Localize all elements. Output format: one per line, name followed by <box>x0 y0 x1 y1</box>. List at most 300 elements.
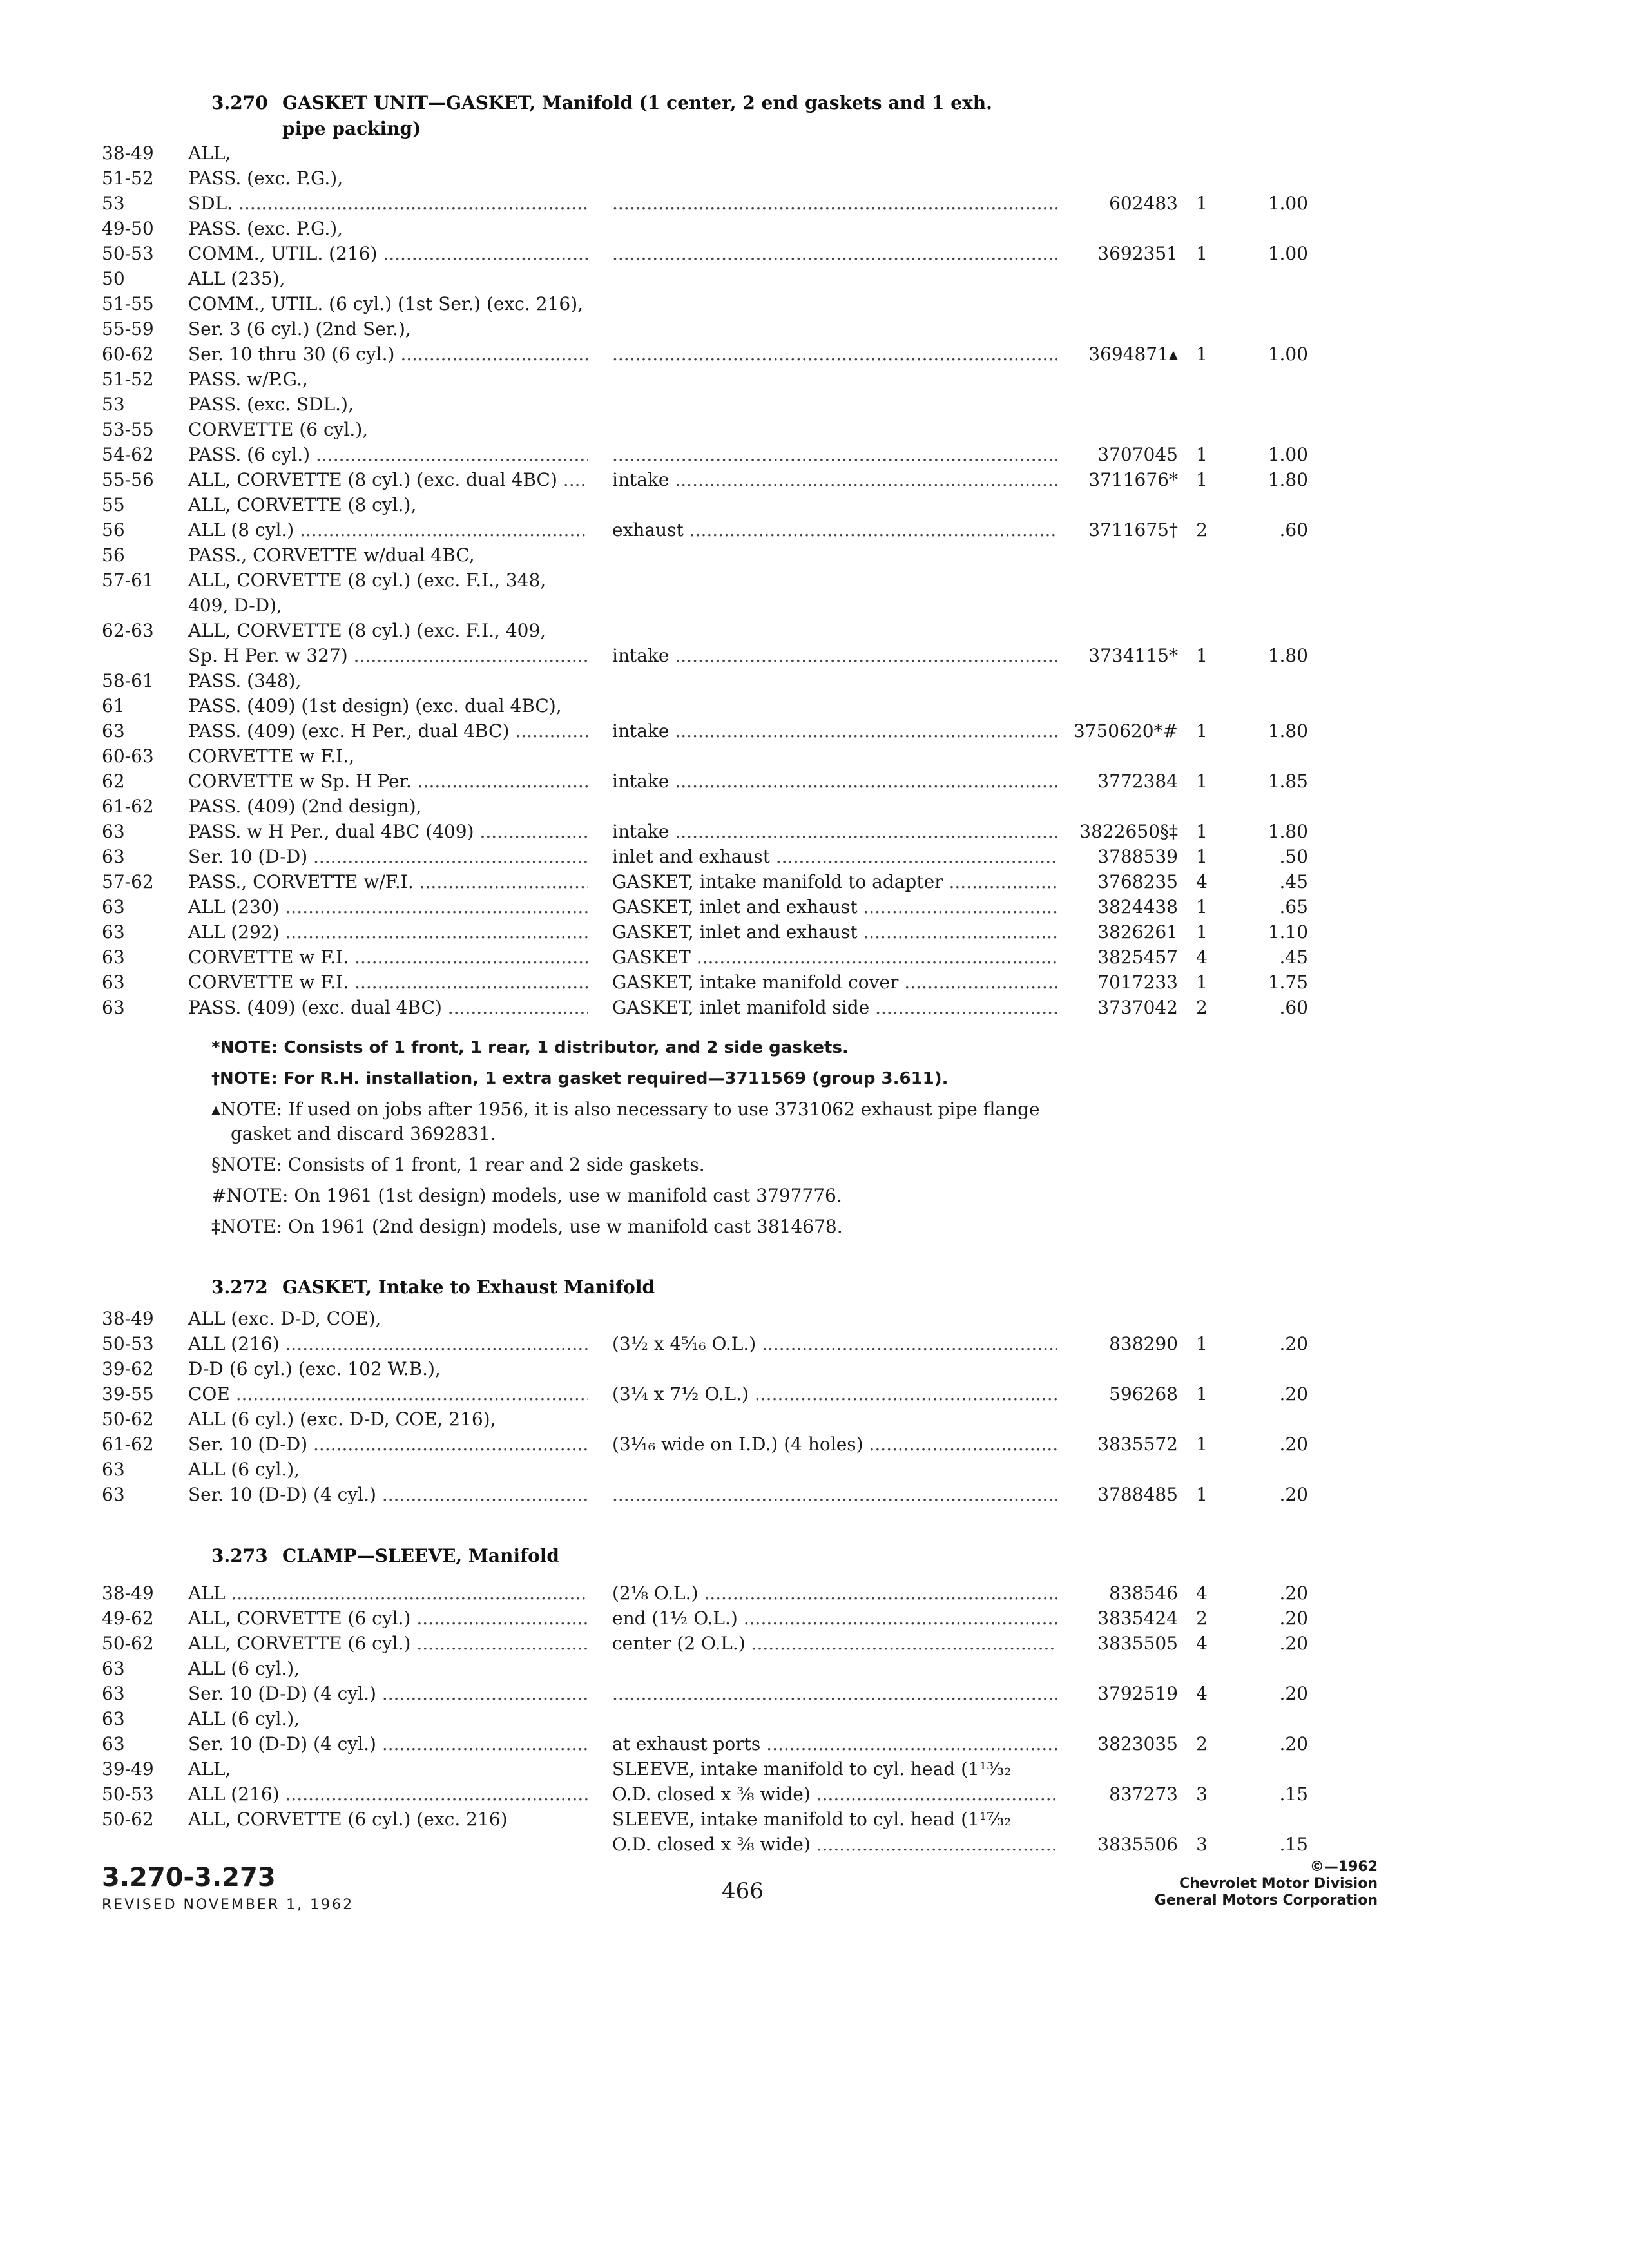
section-title: CLAMP—SLEEVE, Manifold <box>282 1545 559 1566</box>
model-description: ALL (6 cyl.), <box>188 1658 300 1679</box>
table-row <box>0 1331 1629 1356</box>
part-number: 838290 <box>1109 1333 1178 1354</box>
model-description: ALL (6 cyl.), <box>188 1459 300 1480</box>
model-description: PASS. (409) (exc. dual 4BC) ..... <box>188 995 588 1020</box>
table-row <box>0 1832 1629 1857</box>
list-price: 1.75 <box>1268 972 1308 993</box>
table-row <box>0 1581 1629 1606</box>
year-range: 63 <box>102 1708 125 1729</box>
model-description: ALL, CORVETTE (8 cyl.) (exc. dual 4BC) ..... <box>188 467 588 492</box>
table-row <box>0 266 1629 291</box>
year-range: 55-56 <box>102 469 154 490</box>
footnote <box>211 1097 1178 1146</box>
model-description: PASS. (exc. P.G.), <box>188 218 343 239</box>
list-price: .50 <box>1279 846 1308 867</box>
footnote <box>211 1153 1178 1177</box>
table-row <box>0 417 1629 442</box>
model-description: ALL, CORVETTE (8 cyl.), <box>188 494 417 515</box>
quantity: 4 <box>1196 1582 1208 1604</box>
table-row <box>0 291 1629 316</box>
year-range: 61-62 <box>102 796 154 817</box>
section-title-continued: pipe packing) <box>282 118 421 139</box>
year-range: 50-62 <box>102 1809 154 1830</box>
year-range: 51-55 <box>102 293 154 314</box>
table-row <box>0 1606 1629 1631</box>
year-range: 61-62 <box>102 1434 154 1455</box>
year-range: 60-62 <box>102 343 154 365</box>
part-description: intake ..... <box>612 718 1057 744</box>
footnote-text: ▴NOTE: If used on jobs after 1956, it is also necessary to use 3731062 exhaust pipe flange <box>211 1099 1040 1120</box>
part-description <box>612 341 1057 367</box>
quantity: 1 <box>1196 243 1208 264</box>
part-description: GASKET, inlet and exhaust ..... <box>612 894 1057 919</box>
section-270-table <box>0 140 1629 1020</box>
table-row <box>0 1756 1629 1782</box>
quantity: 1 <box>1196 645 1208 666</box>
year-range: 57-62 <box>102 871 154 892</box>
quantity: 1 <box>1196 896 1208 918</box>
section-270-notes <box>211 1035 1178 1245</box>
year-range: 63 <box>102 846 125 867</box>
part-description: at exhaust ports ..... <box>612 1731 1057 1756</box>
part-number: 3768235 <box>1097 871 1178 892</box>
year-range: 61 <box>102 695 125 716</box>
model-description: ALL (230) ..... <box>188 894 588 919</box>
year-range: 50 <box>102 268 125 289</box>
section-title: GASKET UNIT—GASKET, Manifold (1 center, 2 end gaskets and 1 exh. <box>282 92 992 113</box>
year-range: 63 <box>102 821 125 842</box>
section-272-heading <box>211 1274 655 1300</box>
part-description: inlet and exhaust ..... <box>612 844 1057 869</box>
model-description: Ser. 10 (D-D) ..... <box>188 1432 588 1457</box>
section-title: GASKET, Intake to Exhaust Manifold <box>282 1276 655 1298</box>
model-description: ALL ..... <box>188 1581 588 1606</box>
quantity: 1 <box>1196 1383 1208 1405</box>
part-number: 3824438 <box>1097 896 1178 918</box>
table-row <box>0 1631 1629 1656</box>
footnote <box>211 1066 1178 1091</box>
section-273-heading <box>211 1543 559 1569</box>
footnote-text: §NOTE: Consists of 1 front, 1 rear and 2 side gaskets. <box>211 1154 705 1175</box>
section-number: 3.273 <box>211 1545 268 1566</box>
table-row <box>0 794 1629 819</box>
year-range: 38-49 <box>102 1582 154 1604</box>
year-range: 38-49 <box>102 1308 154 1329</box>
year-range: 63 <box>102 1733 125 1754</box>
model-description: 409, D-D), <box>188 595 282 616</box>
section-number: 3.270 <box>211 92 268 113</box>
model-description: ALL, CORVETTE (6 cyl.) ..... <box>188 1606 588 1631</box>
year-range: 63 <box>102 1484 125 1505</box>
year-range: 50-53 <box>102 1783 154 1805</box>
table-row <box>0 467 1629 492</box>
part-number: 3792519 <box>1097 1683 1178 1704</box>
year-range: 63 <box>102 947 125 968</box>
year-range: 50-62 <box>102 1408 154 1430</box>
model-description: PASS. (exc. P.G.), <box>188 168 343 189</box>
part-description: (3¹⁄₁₆ wide on I.D.) (4 holes) ..... <box>612 1432 1057 1457</box>
table-row <box>0 517 1629 543</box>
model-description: ALL (235), <box>188 268 285 289</box>
year-range: 60-63 <box>102 745 154 767</box>
quantity: 1 <box>1196 1333 1208 1354</box>
table-row <box>0 568 1629 593</box>
table-row <box>0 1306 1629 1331</box>
part-description <box>612 1681 1057 1706</box>
table-row <box>0 819 1629 844</box>
model-description: Ser. 10 (D-D) (4 cyl.) ..... <box>188 1681 588 1706</box>
table-row <box>0 1381 1629 1407</box>
quantity: 1 <box>1196 771 1208 792</box>
model-description: Ser. 3 (6 cyl.) (2nd Ser.), <box>188 318 411 340</box>
model-description: ALL, <box>188 1758 231 1780</box>
table-row <box>0 869 1629 894</box>
table-row <box>0 919 1629 945</box>
list-price: 1.00 <box>1268 193 1308 214</box>
year-range: 57-61 <box>102 570 154 591</box>
part-description: exhaust ..... <box>612 517 1057 543</box>
part-description: SLEEVE, intake manifold to cyl. head (1¹³⁄₃₂ <box>612 1758 1012 1780</box>
table-row <box>0 1432 1629 1457</box>
model-description: PASS. (348), <box>188 670 302 691</box>
quantity: 1 <box>1196 720 1208 742</box>
table-row <box>0 1656 1629 1681</box>
table-row <box>0 894 1629 919</box>
year-range: 63 <box>102 896 125 918</box>
model-description: ALL, CORVETTE (6 cyl.) ..... <box>188 1631 588 1656</box>
model-description: SDL. ..... <box>188 191 588 216</box>
year-range: 55-59 <box>102 318 154 340</box>
part-description: GASKET, intake manifold cover ..... <box>612 970 1057 995</box>
year-range: 62-63 <box>102 620 154 641</box>
quantity: 4 <box>1196 947 1208 968</box>
part-number: 3737042 <box>1097 997 1178 1018</box>
list-price: .20 <box>1279 1733 1308 1754</box>
part-number: 3835505 <box>1097 1633 1178 1654</box>
list-price: 1.00 <box>1268 444 1308 465</box>
model-description: Ser. 10 (D-D) (4 cyl.) ..... <box>188 1482 588 1507</box>
model-description: PASS. (6 cyl.) ..... <box>188 442 588 467</box>
list-price: 1.80 <box>1268 469 1308 490</box>
part-number: 3835424 <box>1097 1608 1178 1629</box>
year-range: 39-55 <box>102 1383 154 1405</box>
list-price: .45 <box>1279 871 1308 892</box>
quantity: 1 <box>1196 1484 1208 1505</box>
model-description: CORVETTE w Sp. H Per. ..... <box>188 769 588 794</box>
model-description: CORVETTE w F.I. ..... <box>188 970 588 995</box>
table-row <box>0 995 1629 1020</box>
quantity: 1 <box>1196 444 1208 465</box>
part-description: intake ..... <box>612 769 1057 794</box>
model-description: ALL, <box>188 142 231 164</box>
model-description: ALL, CORVETTE (8 cyl.) (exc. F.I., 409, <box>188 620 546 641</box>
part-number: 3823035 <box>1097 1733 1178 1754</box>
footer-left <box>102 1862 354 1913</box>
part-number: 3694871▴ <box>1088 343 1178 365</box>
table-row <box>0 1782 1629 1807</box>
table-row <box>0 191 1629 216</box>
table-row <box>0 844 1629 869</box>
list-price: .15 <box>1279 1834 1308 1855</box>
year-range: 53 <box>102 394 125 415</box>
part-number: 3788485 <box>1097 1484 1178 1505</box>
table-row <box>0 241 1629 266</box>
model-description: COE ..... <box>188 1381 588 1407</box>
quantity: 1 <box>1196 343 1208 365</box>
model-description: Ser. 10 (D-D) (4 cyl.) ..... <box>188 1731 588 1756</box>
model-description: PASS. w/P.G., <box>188 369 308 390</box>
model-description: PASS. (409) (2nd design), <box>188 796 422 817</box>
model-description: ALL (8 cyl.) ..... <box>188 517 588 543</box>
list-price: .60 <box>1279 997 1308 1018</box>
model-description: D-D (6 cyl.) (exc. 102 W.B.), <box>188 1358 441 1379</box>
model-description: ALL (292) ..... <box>188 919 588 945</box>
part-number: 3788539 <box>1097 846 1178 867</box>
part-description: end (1½ O.L.) ..... <box>612 1606 1057 1631</box>
model-description: CORVETTE w F.I. ..... <box>188 945 588 970</box>
list-price: 1.80 <box>1268 720 1308 742</box>
list-price: 1.10 <box>1268 921 1308 943</box>
list-price: .20 <box>1279 1608 1308 1629</box>
table-row <box>0 367 1629 392</box>
list-price: .20 <box>1279 1683 1308 1704</box>
part-description: (3¼ x 7½ O.L.) ..... <box>612 1381 1057 1407</box>
part-description <box>612 1482 1057 1507</box>
model-description: ALL (6 cyl.), <box>188 1708 300 1729</box>
table-row <box>0 341 1629 367</box>
year-range: 55 <box>102 494 125 515</box>
table-row <box>0 1356 1629 1381</box>
part-description: GASKET, inlet and exhaust ..... <box>612 919 1057 945</box>
model-description: ALL (216) ..... <box>188 1782 588 1807</box>
year-range: 63 <box>102 1658 125 1679</box>
table-row <box>0 1807 1629 1832</box>
year-range: 63 <box>102 972 125 993</box>
model-description: ALL, CORVETTE (8 cyl.) (exc. F.I., 348, <box>188 570 546 591</box>
table-row <box>0 392 1629 417</box>
model-description: COMM., UTIL. (216) ..... <box>188 241 588 266</box>
list-price: 1.00 <box>1268 243 1308 264</box>
year-range: 63 <box>102 1683 125 1704</box>
part-number: 3692351 <box>1097 243 1178 264</box>
part-number: 602483 <box>1109 193 1178 214</box>
year-range: 56 <box>102 519 125 541</box>
part-number: 596268 <box>1109 1383 1178 1405</box>
part-description: O.D. closed x ⅜ wide) ..... <box>612 1832 1057 1857</box>
part-number: 3835572 <box>1097 1434 1178 1455</box>
year-range: 51-52 <box>102 168 154 189</box>
model-description: COMM., UTIL. (6 cyl.) (1st Ser.) (exc. 216), <box>188 293 584 314</box>
list-price: .20 <box>1279 1484 1308 1505</box>
table-row <box>0 492 1629 517</box>
table-row <box>0 970 1629 995</box>
division-name: Chevrolet Motor Division <box>1179 1876 1378 1892</box>
part-description: GASKET, inlet manifold side ..... <box>612 995 1057 1020</box>
model-description: PASS., CORVETTE w/dual 4BC, <box>188 544 475 566</box>
model-description: ALL, CORVETTE (6 cyl.) (exc. 216) <box>188 1809 508 1830</box>
part-number: 3825457 <box>1097 947 1178 968</box>
year-range: 50-62 <box>102 1633 154 1654</box>
model-description: PASS., CORVETTE w/F.I. ..... <box>188 869 588 894</box>
part-number: 3835506 <box>1097 1834 1178 1855</box>
model-description: PASS. w H Per., dual 4BC (409) ..... <box>188 819 588 844</box>
quantity: 1 <box>1196 1434 1208 1455</box>
corporation-name: General Motors Corporation <box>1154 1892 1378 1908</box>
table-row <box>0 216 1629 241</box>
part-number: 7017233 <box>1097 972 1178 993</box>
part-number: 3826261 <box>1097 921 1178 943</box>
year-range: 50-53 <box>102 1333 154 1354</box>
year-range: 62 <box>102 771 125 792</box>
list-price: .15 <box>1279 1783 1308 1805</box>
quantity: 2 <box>1196 1608 1208 1629</box>
list-price: .45 <box>1279 947 1308 968</box>
year-range: 39-49 <box>102 1758 154 1780</box>
year-range: 39-62 <box>102 1358 154 1379</box>
year-range: 63 <box>102 997 125 1018</box>
model-description: ALL (6 cyl.) (exc. D-D, COE, 216), <box>188 1408 496 1430</box>
quantity: 1 <box>1196 821 1208 842</box>
model-description: Sp. H Per. w 327) ..... <box>188 643 588 668</box>
table-row <box>0 593 1629 618</box>
footnote-text: #NOTE: On 1961 (1st design) models, use w manifold cast 3797776. <box>211 1185 842 1206</box>
footnote-text: *NOTE: Consists of 1 front, 1 rear, 1 distributor, and 2 side gaskets. <box>211 1038 849 1057</box>
part-description: GASKET ..... <box>612 945 1057 970</box>
part-number: 3822650§‡ <box>1079 821 1178 842</box>
list-price: .20 <box>1279 1633 1308 1654</box>
year-range: 58-61 <box>102 670 154 691</box>
quantity: 2 <box>1196 997 1208 1018</box>
table-row <box>0 769 1629 794</box>
year-range: 38-49 <box>102 142 154 164</box>
table-row <box>0 668 1629 693</box>
part-number: 3750620*# <box>1073 720 1178 742</box>
part-description: O.D. closed x ⅜ wide) ..... <box>612 1782 1057 1807</box>
year-range: 53 <box>102 193 125 214</box>
part-number: 3772384 <box>1097 771 1178 792</box>
part-description: (3½ x 4⁵⁄₁₆ O.L.) ..... <box>612 1331 1057 1356</box>
part-number: 3734115* <box>1088 645 1178 666</box>
table-row <box>0 618 1629 643</box>
table-row <box>0 718 1629 744</box>
list-price: .20 <box>1279 1383 1308 1405</box>
list-price: 1.00 <box>1268 343 1308 365</box>
table-row <box>0 643 1629 668</box>
part-description: intake ..... <box>612 643 1057 668</box>
footnote-text-continued: gasket and discard 3692831. <box>231 1123 496 1144</box>
page-number: 466 <box>722 1878 764 1904</box>
section-270-heading <box>211 90 992 142</box>
quantity: 1 <box>1196 921 1208 943</box>
footnote-text: †NOTE: For R.H. installation, 1 extra gasket required—3711569 (group 3.611). <box>211 1069 949 1088</box>
part-number: 3707045 <box>1097 444 1178 465</box>
footer-right <box>1063 1859 1378 1909</box>
footnote-text: ‡NOTE: On 1961 (2nd design) models, use w manifold cast 3814678. <box>211 1216 843 1237</box>
list-price: 1.80 <box>1268 645 1308 666</box>
quantity: 4 <box>1196 1683 1208 1704</box>
model-description: Ser. 10 (D-D) ..... <box>188 844 588 869</box>
quantity: 3 <box>1196 1783 1208 1805</box>
list-price: .65 <box>1279 896 1308 918</box>
model-description: CORVETTE (6 cyl.), <box>188 419 369 440</box>
model-description: Ser. 10 thru 30 (6 cyl.) ..... <box>188 341 588 367</box>
table-row <box>0 945 1629 970</box>
table-row <box>0 1407 1629 1432</box>
group-range: 3.270-3.273 <box>102 1863 276 1892</box>
part-number: 3711675† <box>1088 519 1178 541</box>
model-description: PASS. (exc. SDL.), <box>188 394 354 415</box>
year-range: 49-50 <box>102 218 154 239</box>
quantity: 3 <box>1196 1834 1208 1855</box>
footnote <box>211 1215 1178 1239</box>
part-description: center (2 O.L.) ..... <box>612 1631 1057 1656</box>
part-description <box>612 191 1057 216</box>
quantity: 1 <box>1196 846 1208 867</box>
table-row <box>0 543 1629 568</box>
list-price: .20 <box>1279 1582 1308 1604</box>
year-range: 63 <box>102 1459 125 1480</box>
year-range: 49-62 <box>102 1608 154 1629</box>
section-273-table <box>0 1581 1629 1857</box>
table-row <box>0 1731 1629 1756</box>
year-range: 50-53 <box>102 243 154 264</box>
section-number: 3.272 <box>211 1276 268 1298</box>
part-number: 3711676* <box>1088 469 1178 490</box>
table-row <box>0 442 1629 467</box>
part-description: GASKET, intake manifold to adapter ..... <box>612 869 1057 894</box>
quantity: 2 <box>1196 1733 1208 1754</box>
model-description: ALL (exc. D-D, COE), <box>188 1308 381 1329</box>
footnote <box>211 1184 1178 1208</box>
revision-date: REVISED NOVEMBER 1, 1962 <box>102 1897 354 1913</box>
list-price: .60 <box>1279 519 1308 541</box>
list-price: .20 <box>1279 1434 1308 1455</box>
quantity: 2 <box>1196 519 1208 541</box>
part-description <box>612 442 1057 467</box>
table-row <box>0 1681 1629 1706</box>
table-row <box>0 1706 1629 1731</box>
year-range: 63 <box>102 720 125 742</box>
model-description: PASS. (409) (1st design) (exc. dual 4BC), <box>188 695 562 716</box>
copyright: ©—1962 <box>1309 1859 1378 1875</box>
year-range: 51-52 <box>102 369 154 390</box>
part-description: intake ..... <box>612 467 1057 492</box>
list-price: 1.80 <box>1268 821 1308 842</box>
model-description: PASS. (409) (exc. H Per., dual 4BC) ..... <box>188 718 588 744</box>
quantity: 4 <box>1196 1633 1208 1654</box>
table-row <box>0 316 1629 341</box>
part-description <box>612 241 1057 266</box>
quantity: 1 <box>1196 972 1208 993</box>
part-number: 838546 <box>1109 1582 1178 1604</box>
part-description: intake ..... <box>612 819 1057 844</box>
footnote <box>211 1035 1178 1060</box>
year-range: 54-62 <box>102 444 154 465</box>
table-row <box>0 1457 1629 1482</box>
table-row <box>0 166 1629 191</box>
model-description: ALL (216) ..... <box>188 1331 588 1356</box>
table-row <box>0 693 1629 718</box>
year-range: 56 <box>102 544 125 566</box>
section-272-table <box>0 1306 1629 1507</box>
part-description: (2⅛ O.L.) ..... <box>612 1581 1057 1606</box>
quantity: 4 <box>1196 871 1208 892</box>
table-row <box>0 744 1629 769</box>
year-range: 53-55 <box>102 419 154 440</box>
quantity: 1 <box>1196 193 1208 214</box>
list-price: .20 <box>1279 1333 1308 1354</box>
year-range: 63 <box>102 921 125 943</box>
